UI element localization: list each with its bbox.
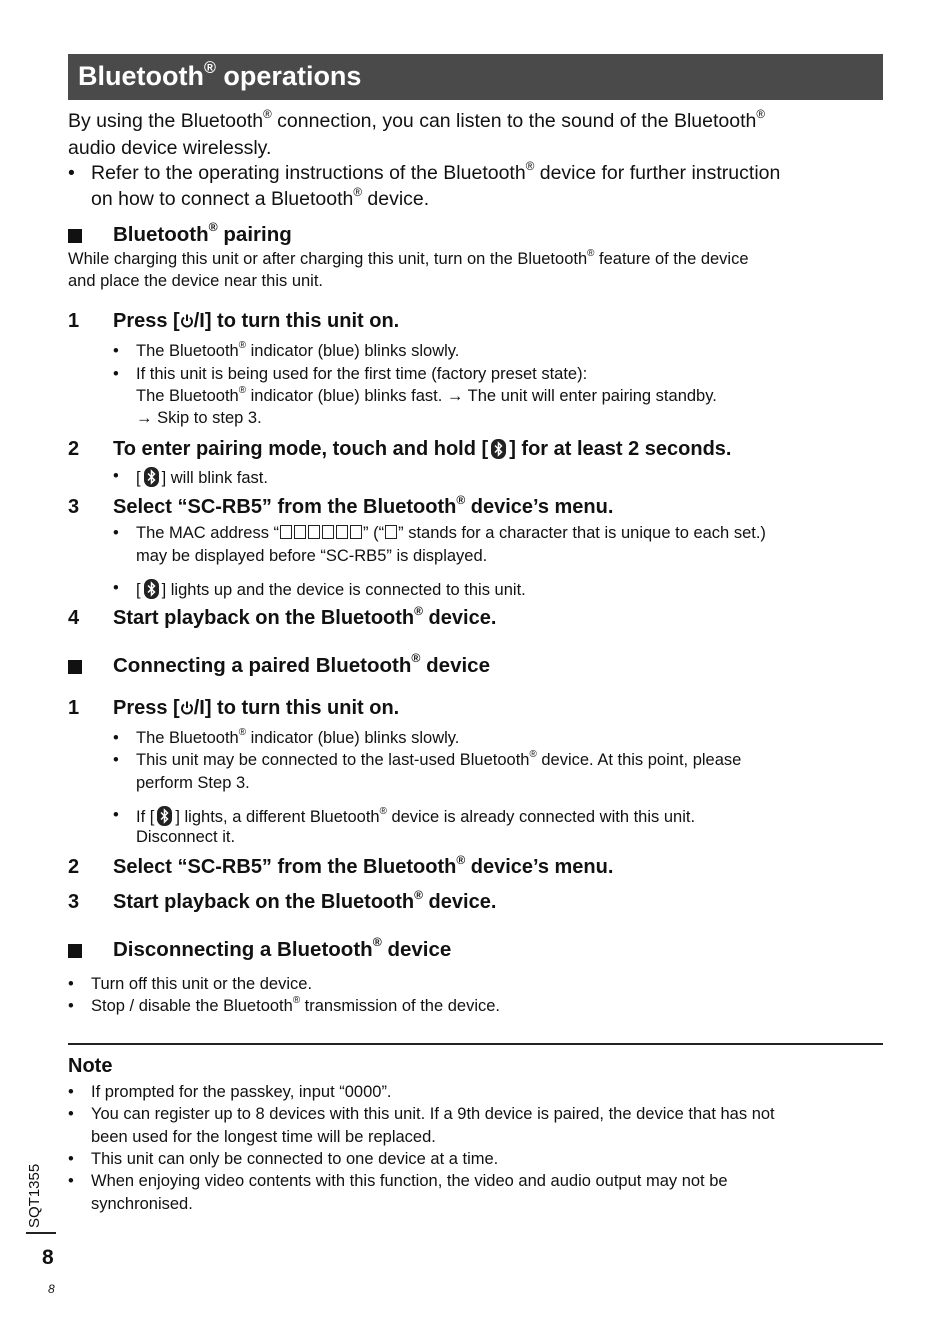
section-title: Bluetooth® operations <box>78 58 362 91</box>
square-bullet-icon <box>68 229 82 243</box>
bullet: • <box>113 524 119 542</box>
pairing-step-3-note-2: [ ] lights up and the device is connected to this unit. <box>136 581 526 599</box>
note-bullet-3: This unit can only be connected to one device at a time. <box>91 1150 499 1168</box>
pairing-step-1: Press [ /I] to turn this unit on. <box>113 310 400 332</box>
arrow-icon: → <box>446 387 464 405</box>
note-bullet-4: When enjoying video contents with this function, the video and audio output may not be <box>91 1172 728 1190</box>
step-number: 1 <box>68 697 80 719</box>
paired-heading: Connecting a paired Bluetooth® device <box>113 651 490 677</box>
pairing-step-1-note-1: The Bluetooth® indicator (blue) blinks slowly. <box>136 340 460 360</box>
pairing-step-2-note: [ ] will blink fast. <box>136 469 268 487</box>
bullet: • <box>68 975 74 993</box>
bluetooth-icon <box>491 439 506 459</box>
pairing-step-3-note-1: The MAC address “ ” (“ ” stands for a character that is unique to each set.) <box>136 524 766 542</box>
paired-step-1-note-2: This unit may be connected to the last-used Bluetooth® device. At this point, please <box>136 749 742 769</box>
paired-step-1-note-2b: perform Step 3. <box>136 774 250 792</box>
pairing-step-1-note-2: If this unit is being used for the first time (factory preset state): <box>136 365 588 383</box>
step-number: 2 <box>68 856 80 878</box>
note-heading: Note <box>68 1055 113 1077</box>
pairing-heading: Bluetooth® pairing <box>113 220 292 246</box>
paired-step-1-note-3b: Disconnect it. <box>136 828 236 846</box>
note-bullet-4b: synchronised. <box>91 1195 193 1213</box>
step-number: 3 <box>68 496 80 518</box>
bullet: • <box>113 579 119 597</box>
paired-step-2: Select “SC-RB5” from the Bluetooth® device’s menu. <box>113 852 614 878</box>
arrow-icon: → <box>136 409 153 427</box>
note-bullet-2: You can register up to 8 devices with this unit. If a 9th device is paired, the device that has not <box>91 1105 775 1123</box>
step-number: 3 <box>68 891 80 913</box>
section-title-bar <box>68 54 883 100</box>
page-number: 8 <box>42 1246 54 1269</box>
bullet: • <box>113 806 119 824</box>
intro-line-2: audio device wirelessly. <box>68 137 272 159</box>
power-icon <box>180 314 194 328</box>
bullet: • <box>113 467 119 485</box>
step-number: 2 <box>68 438 80 460</box>
intro-bullet-line-2: on how to connect a Bluetooth® device. <box>91 185 430 210</box>
bluetooth-icon <box>144 579 159 599</box>
intro-bullet: • <box>68 162 75 184</box>
pairing-step-4: Start playback on the Bluetooth® device. <box>113 603 497 629</box>
disconnect-bullet-2: Stop / disable the Bluetooth® transmission of the device. <box>91 995 501 1015</box>
power-icon <box>180 701 194 715</box>
bluetooth-icon <box>157 806 172 826</box>
bluetooth-icon <box>144 467 159 487</box>
bullet: • <box>68 1150 74 1168</box>
intro-bullet-line-1: Refer to the operating instructions of the Bluetooth® device for further instruction <box>91 159 781 184</box>
bullet: • <box>68 997 74 1015</box>
document-code: SQT1355 <box>26 1163 43 1228</box>
divider <box>68 1043 883 1045</box>
square-bullet-icon <box>68 660 82 674</box>
bullet: • <box>68 1172 74 1190</box>
bullet: • <box>113 751 119 769</box>
note-bullet-2b: been used for the longest time will be replaced. <box>91 1128 436 1146</box>
square-bullet-icon <box>68 944 82 958</box>
pairing-step-1-note-2c: → Skip to step 3. <box>136 409 262 427</box>
paired-step-1-note-1: The Bluetooth® indicator (blue) blinks slowly. <box>136 727 460 747</box>
paired-step-3: Start playback on the Bluetooth® device. <box>113 887 497 913</box>
page-divider <box>26 1232 56 1234</box>
bullet: • <box>113 365 119 383</box>
pairing-desc-2: and place the device near this unit. <box>68 272 324 290</box>
bullet: • <box>113 729 119 747</box>
disconnect-heading: Disconnecting a Bluetooth® device <box>113 935 452 961</box>
bullet: • <box>68 1083 74 1101</box>
step-number: 1 <box>68 310 80 332</box>
page-number-small: 8 <box>48 1282 55 1296</box>
disconnect-bullet-1: Turn off this unit or the device. <box>91 975 313 993</box>
paired-step-1: Press [ /I] to turn this unit on. <box>113 697 400 719</box>
step-number: 4 <box>68 607 80 629</box>
pairing-step-3: Select “SC-RB5” from the Bluetooth® device’s menu. <box>113 492 614 518</box>
intro-line-1: By using the Bluetooth® connection, you can listen to the sound of the Bluetooth® <box>68 107 765 132</box>
bullet: • <box>113 342 119 360</box>
paired-step-1-note-3: If [ ] lights, a different Bluetooth® device is already connected with this unit. <box>136 806 696 826</box>
bullet: • <box>68 1105 74 1123</box>
note-bullet-1: If prompted for the passkey, input “0000”. <box>91 1083 392 1101</box>
pairing-step-1-note-2b: The Bluetooth® indicator (blue) blinks fast. → The unit will enter pairing standby. <box>136 385 717 405</box>
pairing-step-3-note-1b: may be displayed before “SC-RB5” is displayed. <box>136 547 488 565</box>
pairing-step-2: To enter pairing mode, touch and hold [ ] for at least 2 seconds. <box>113 438 732 460</box>
pairing-desc-1: While charging this unit or after charging this unit, turn on the Bluetooth® feature of the device <box>68 248 749 268</box>
